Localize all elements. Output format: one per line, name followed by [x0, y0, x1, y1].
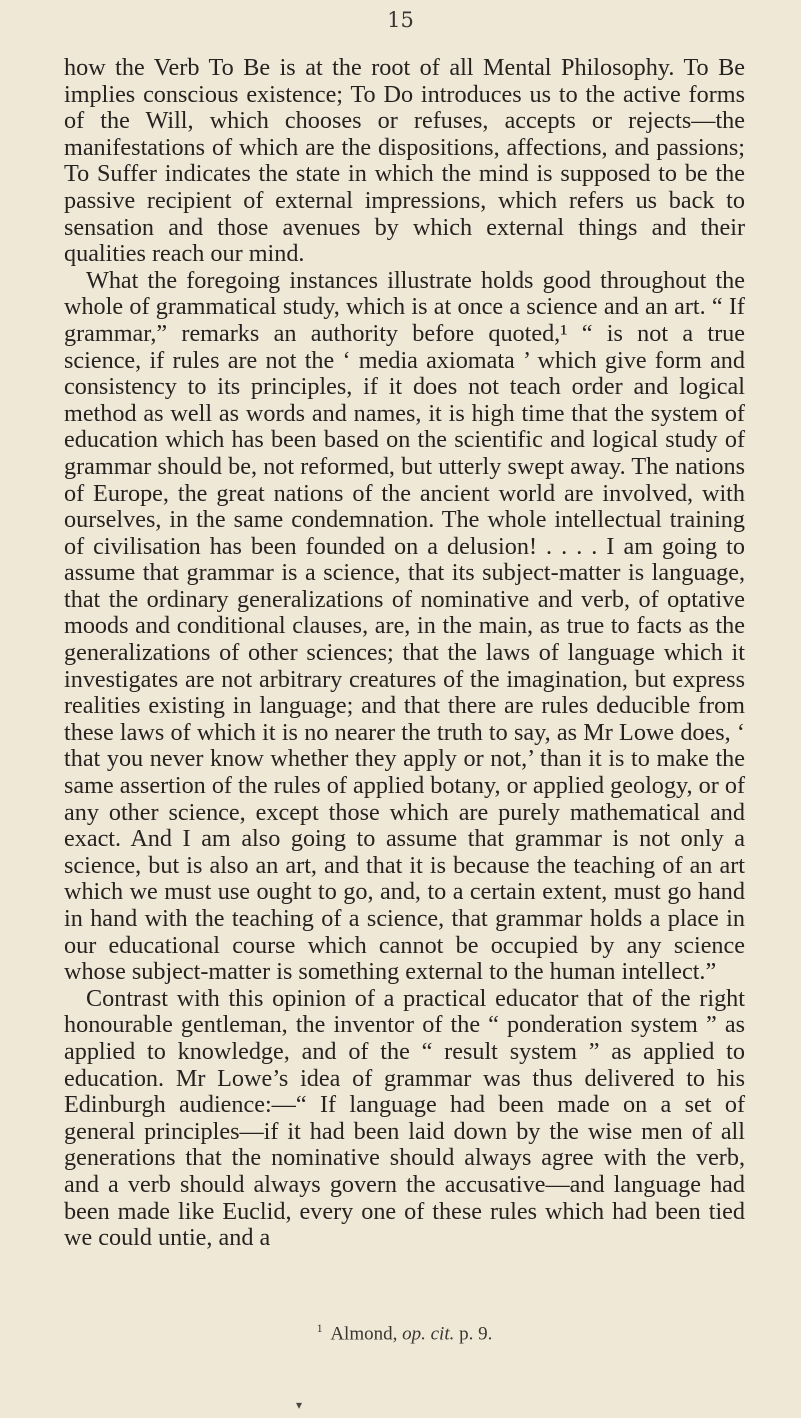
footnote-ref: op. cit.: [402, 1323, 455, 1345]
paragraph-3: Contrast with this opinion of a practical educator that of the right honourable gentleman, the inventor of the “ ponderation system ” as applied to knowledge, and of the “ result system ” as applied to education. Mr Lowe’s idea of grammar was thus delivered to his Edinburgh audience:—“ If language had been made on a set of general principles—if it had been laid down by the wise men of all generations that the nominative should always agree with the verb, and a verb should always govern the accusative—and language had been made like Euclid, every one of these rules which had been tied we could untie, and a: [64, 984, 745, 1252]
footnote: [64, 1321, 745, 1345]
paragraph-2: What the foregoing instances illustrate holds good throughout the whole of grammatical study, which is at once a science and an art. “ If grammar,” remarks an authority before quoted,¹ “ is not a true science, if rules are not the ‘ media axiomata ’ which give form and consistency to its principles, if it does not teach order and logical method as well as words and names, it is high time that the system of education which has been based on the scientific and logical study of grammar should be, not reformed, but utterly swept away. The nations of Europe, the great nations of the ancient world are involved, with ourselves, in the same condemnation. The whole intellectual training of civilisation has been founded on a delusion! . . . . I am going to assume that grammar is a science, that its subject-matter is language, that the ordinary generalizations of nominative and verb, of optative moods and conditional clauses, are, in the main, as true to facts as the generalizations of other sciences; that the laws of language which it investigates are not arbitrary creatures of the imagination, but express realities existing in language; and that there are rules deducible from these laws of which it is no nearer the truth to say, as Mr Lowe does, ‘ that you never know whether they apply or not,’ than it is to make the same assertion of the rules of applied botany, or applied geology, or of any other science, except those which are purely mathematical and exact. And I am also going to assume that grammar is not only a science, but is also an art, and that it is because the teaching of an art which we must use ought to go, and, to a certain extent, must go hand in hand with the teaching of a science, that grammar holds a place in our educational course which cannot be occupied by any science whose subject-matter is something external to the human intellect.”: [64, 266, 745, 986]
footnote-author: Almond,: [330, 1323, 398, 1345]
body-text: [64, 55, 745, 1252]
paragraph-1: how the Verb To Be is at the root of all Mental Philosophy. To Be implies conscious existence; To Do introduces us to the active forms of the Will, which chooses or refuses, accepts or rejects—the manifestations of which are the dispositions, affections, and passions; To Suffer indicates the state in which the mind is supposed to be the passive recipient of external impressions, which refers us back to sensation and those avenues by which external things and their qualities reach our mind.: [64, 54, 745, 268]
page-number: 15: [387, 8, 414, 32]
printer-mark: ▾: [296, 1398, 303, 1412]
footnote-mark: 1: [316, 1321, 323, 1335]
footnote-page: p. 9.: [459, 1323, 493, 1345]
